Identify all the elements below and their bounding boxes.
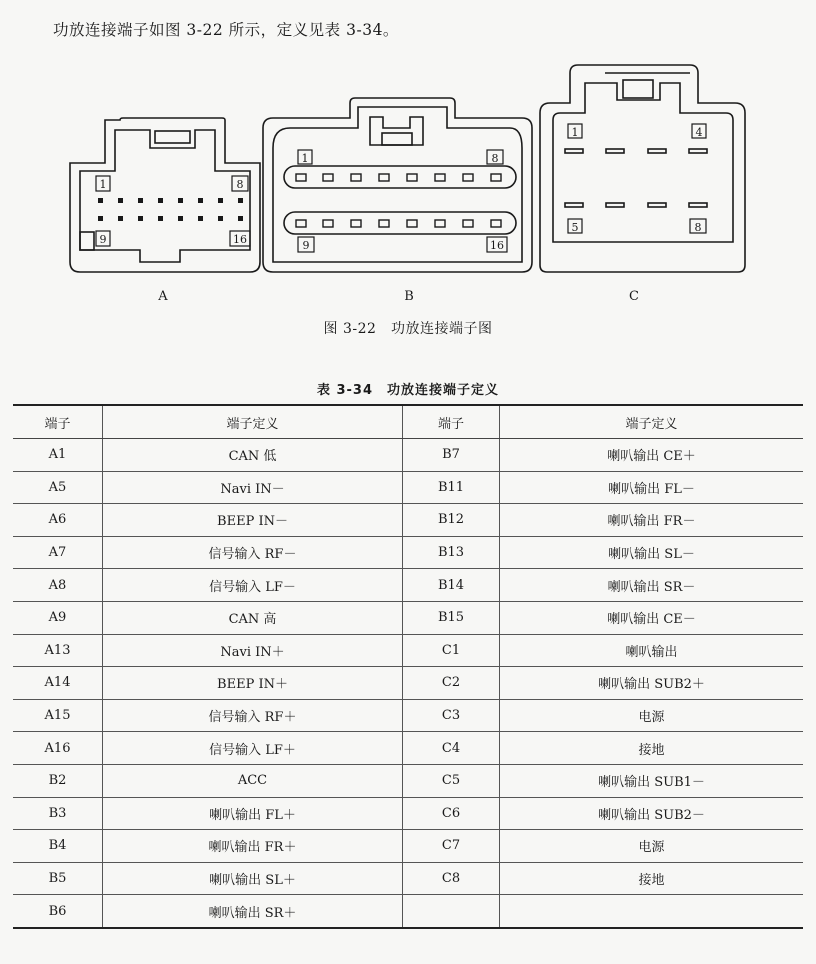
definition-cell: 喇叭输出 FL－ [500, 471, 804, 504]
terminal-cell: C3 [403, 699, 500, 732]
connector-a-pin-16: 16 [233, 233, 247, 246]
terminal-cell: A8 [13, 569, 103, 602]
connector-b-inner [273, 107, 522, 262]
terminal-cell: C2 [403, 667, 500, 700]
definition-cell: 喇叭输出 [500, 634, 804, 667]
terminal-cell: A5 [13, 471, 103, 504]
terminal-cell: B3 [13, 797, 103, 830]
connector-b-pin-8: 8 [491, 152, 499, 165]
header-definition: 端子定义 [103, 405, 403, 439]
definition-cell: 喇叭输出 SL－ [500, 536, 804, 569]
definition-cell: 信号输入 LF－ [103, 569, 403, 602]
terminal-cell: A16 [13, 732, 103, 765]
definition-cell: 喇叭输出 FR＋ [103, 830, 403, 863]
table-row [13, 764, 803, 797]
table-header-row [13, 405, 803, 439]
terminal-cell: B15 [403, 601, 500, 634]
terminal-cell: B14 [403, 569, 500, 602]
header-terminal: 端子 [403, 405, 500, 439]
definition-cell: Navi IN＋ [103, 634, 403, 667]
definition-cell: CAN 高 [103, 601, 403, 634]
terminal-cell: A7 [13, 536, 103, 569]
connector-a-pins [98, 198, 243, 221]
terminal-cell: A6 [13, 504, 103, 537]
terminal-cell: C7 [403, 830, 500, 863]
definition-cell: 电源 [500, 830, 804, 863]
definition-cell: 喇叭输出 SUB2－ [500, 797, 804, 830]
definition-cell: 接地 [500, 732, 804, 765]
table-row [13, 699, 803, 732]
terminal-cell: C4 [403, 732, 500, 765]
definition-cell: 喇叭输出 SR＋ [103, 895, 403, 928]
connector-a-outer [70, 118, 260, 272]
connector-a-pin-1: 1 [99, 178, 107, 191]
definition-cell [500, 895, 804, 928]
table-row [13, 536, 803, 569]
terminal-cell: C8 [403, 862, 500, 895]
table-row [13, 895, 803, 928]
connector-c-pin-4: 4 [695, 126, 703, 139]
table-row [13, 439, 803, 472]
table-row [13, 797, 803, 830]
definition-cell: 喇叭输出 SUB1－ [500, 764, 804, 797]
header-definition: 端子定义 [500, 405, 804, 439]
table-row [13, 732, 803, 765]
definition-cell: 信号输入 LF＋ [103, 732, 403, 765]
definition-cell: 喇叭输出 SUB2＋ [500, 667, 804, 700]
terminal-cell: C5 [403, 764, 500, 797]
connector-c-inner [553, 83, 733, 242]
table-row [13, 471, 803, 504]
definition-cell: 喇叭输出 CE＋ [500, 439, 804, 472]
definition-cell: 接地 [500, 862, 804, 895]
definition-cell: CAN 低 [103, 439, 403, 472]
definition-cell: 喇叭输出 SR－ [500, 569, 804, 602]
definition-cell: 信号输入 RF＋ [103, 699, 403, 732]
connector-c-pin-8: 8 [694, 221, 702, 234]
table-row [13, 667, 803, 700]
terminal-cell: A1 [13, 439, 103, 472]
connector-c-pins [565, 149, 707, 207]
table-row [13, 601, 803, 634]
connector-b-pin-1: 1 [301, 152, 309, 165]
connector-b-label: B [404, 289, 414, 304]
connector-c-pin-1: 1 [571, 126, 579, 139]
connector-b-pin-16: 16 [490, 239, 504, 252]
terminal-cell: A15 [13, 699, 103, 732]
terminal-cell: B11 [403, 471, 500, 504]
definition-cell: 电源 [500, 699, 804, 732]
terminal-cell: B5 [13, 862, 103, 895]
connector-a-pin-9: 9 [99, 233, 107, 246]
table-row [13, 634, 803, 667]
definition-cell: 喇叭输出 FR－ [500, 504, 804, 537]
connector-a-pin-8: 8 [236, 178, 244, 191]
terminal-cell: B4 [13, 830, 103, 863]
definition-cell: 喇叭输出 SL＋ [103, 862, 403, 895]
terminal-definition-table [13, 404, 803, 929]
connector-c-pin-5: 5 [571, 221, 579, 234]
connector-b-row-bottom [284, 212, 516, 234]
terminal-cell: B13 [403, 536, 500, 569]
terminal-cell: A13 [13, 634, 103, 667]
connector-c-outer [540, 65, 745, 272]
table-row [13, 504, 803, 537]
definition-cell: 喇叭输出 CE－ [500, 601, 804, 634]
table-row [13, 862, 803, 895]
table-row [13, 569, 803, 602]
terminal-cell: C1 [403, 634, 500, 667]
connector-b-row-top [284, 166, 516, 188]
connector-b-pin-9: 9 [302, 239, 310, 252]
terminal-cell [403, 895, 500, 928]
definition-cell: BEEP IN－ [103, 504, 403, 537]
terminal-cell: B6 [13, 895, 103, 928]
table-row [13, 830, 803, 863]
table-title: 表 3-34 功放连接端子定义 [316, 383, 500, 398]
intro-paragraph: 功放连接端子如图 3-22 所示，定义见表 3-34。 [53, 21, 399, 39]
connector-b-pins [296, 174, 501, 227]
definition-cell: 信号输入 RF－ [103, 536, 403, 569]
terminal-cell: A14 [13, 667, 103, 700]
terminal-cell: C6 [403, 797, 500, 830]
figure-caption: 图 3-22 功放连接端子图 [323, 321, 493, 337]
definition-cell: BEEP IN＋ [103, 667, 403, 700]
connector-a-label: A [158, 289, 168, 304]
connector-c-label: C [629, 289, 639, 304]
definition-cell: ACC [103, 764, 403, 797]
connector-diagram [0, 0, 816, 310]
terminal-cell: A9 [13, 601, 103, 634]
terminal-cell: B12 [403, 504, 500, 537]
terminal-cell: B7 [403, 439, 500, 472]
definition-cell: 喇叭输出 FL＋ [103, 797, 403, 830]
definition-cell: Navi IN－ [103, 471, 403, 504]
header-terminal: 端子 [13, 405, 103, 439]
terminal-cell: B2 [13, 764, 103, 797]
